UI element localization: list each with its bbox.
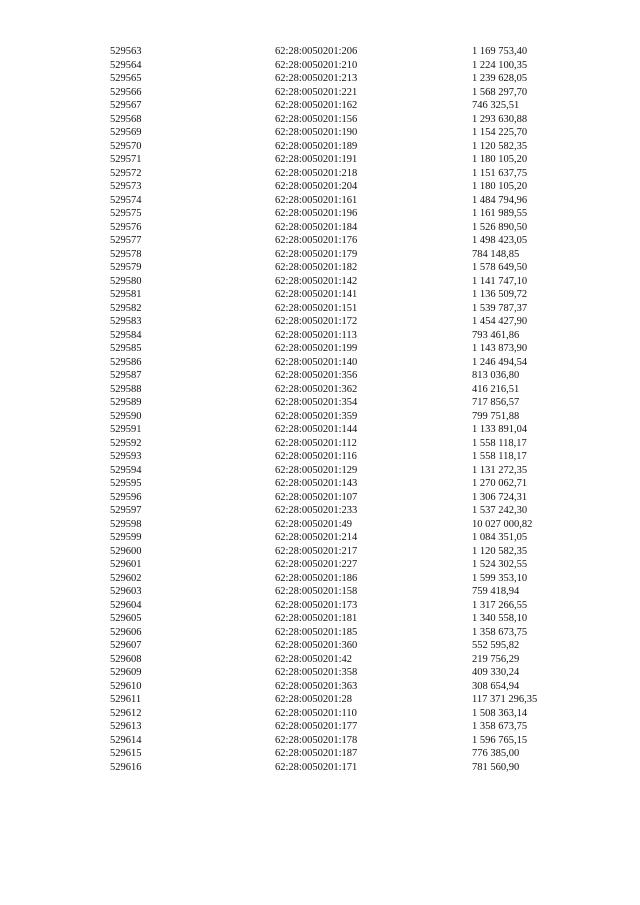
table-row [110,315,582,329]
row-number-cell: 529598 [110,518,142,530]
row-number-cell: 529577 [110,235,142,246]
cadastral-value-cell: 1 120 582,35 [472,545,528,557]
cadastral-number-cell: 62:28:0050201:210 [275,59,358,71]
cadastral-value-cell: 1 180 105,20 [472,181,528,192]
cadastral-value-cell: 1 596 765,15 [472,734,528,746]
cadastral-value-cell: 10 027 000,82 [472,518,533,530]
row-number-cell: 529612 [110,707,142,719]
table-row [110,207,582,221]
table-row [110,59,582,73]
cadastral-value-cell: 1 120 582,35 [472,140,528,152]
cadastral-number-cell: 62:28:0050201:213 [275,73,358,84]
row-number-cell: 529581 [110,289,142,300]
row-number-cell: 529597 [110,505,142,516]
table-row [110,275,582,289]
row-number-cell: 529616 [110,761,142,773]
cadastral-number-cell: 62:28:0050201:171 [275,761,358,773]
row-number-cell: 529580 [110,275,142,287]
cadastral-value-cell: 1 508 363,14 [472,707,528,719]
cadastral-number-cell: 62:28:0050201:184 [275,221,358,233]
row-number-cell: 529592 [110,437,142,449]
table-row [110,464,582,478]
cadastral-number-cell: 62:28:0050201:358 [275,667,358,678]
cadastral-number-cell: 62:28:0050201:233 [275,505,358,516]
row-number-cell: 529587 [110,370,142,381]
cadastral-number-cell: 62:28:0050201:28 [275,694,353,705]
cadastral-number-cell: 62:28:0050201:161 [275,194,358,206]
table-row [110,491,582,505]
row-number-cell: 529569 [110,127,142,138]
table-row [110,167,582,181]
row-number-cell: 529603 [110,586,142,597]
cadastral-number-cell: 62:28:0050201:181 [275,613,358,624]
table-row [110,329,582,343]
cadastral-number-cell: 62:28:0050201:221 [275,86,358,98]
row-number-cell: 529565 [110,73,142,84]
row-number-cell: 529572 [110,167,142,179]
row-number-cell: 529582 [110,302,142,314]
cadastral-value-cell: 219 756,29 [472,653,520,665]
cadastral-number-cell: 62:28:0050201:362 [275,383,358,395]
cadastral-number-cell: 62:28:0050201:363 [275,680,358,692]
cadastral-number-cell: 62:28:0050201:178 [275,734,358,746]
cadastral-value-cell: 1 537 242,30 [472,505,528,516]
cadastral-number-cell: 62:28:0050201:189 [275,140,358,152]
cadastral-number-cell: 62:28:0050201:206 [275,46,358,57]
cadastral-number-cell: 62:28:0050201:182 [275,262,358,273]
table-row [110,585,582,599]
cadastral-number-cell: 62:28:0050201:196 [275,208,358,219]
table-row [110,383,582,397]
table-row [110,342,582,356]
row-number-cell: 529588 [110,383,142,395]
table-row [110,666,582,680]
cadastral-value-cell: 1 131 272,35 [472,464,528,476]
cadastral-number-cell: 62:28:0050201:113 [275,329,357,341]
table-row [110,140,582,154]
cadastral-value-cell: 308 654,94 [472,680,520,692]
cadastral-value-cell: 1 239 628,05 [472,73,528,84]
row-number-cell: 529596 [110,491,142,503]
row-number-cell: 529564 [110,59,142,71]
row-number-cell: 529613 [110,721,142,732]
row-number-cell: 529595 [110,478,142,489]
row-number-cell: 529600 [110,545,142,557]
row-number-cell: 529607 [110,640,142,651]
cadastral-value-cell: 793 461,86 [472,329,520,341]
row-number-cell: 529586 [110,356,142,368]
cadastral-value-cell: 1 133 891,04 [472,424,528,435]
cadastral-number-cell: 62:28:0050201:42 [275,653,353,665]
cadastral-number-cell: 62:28:0050201:185 [275,626,358,638]
cadastral-number-cell: 62:28:0050201:144 [275,424,358,435]
cadastral-value-cell: 1 558 118,17 [472,451,527,462]
row-number-cell: 529594 [110,464,142,476]
table-row [110,599,582,613]
cadastral-number-cell: 62:28:0050201:217 [275,545,358,557]
cadastral-value-cell: 1 454 427,90 [472,316,528,327]
row-number-cell: 529614 [110,734,142,746]
table-row [110,410,582,424]
cadastral-value-cell: 416 216,51 [472,383,520,395]
cadastral-value-cell: 1 539 787,37 [472,302,528,314]
row-number-cell: 529606 [110,626,142,638]
cadastral-value-cell: 1 526 890,50 [472,221,528,233]
cadastral-number-cell: 62:28:0050201:156 [275,113,358,125]
table-row [110,531,582,545]
cadastral-value-cell: 1 161 989,55 [472,208,528,219]
row-number-cell: 529604 [110,599,142,611]
table-row [110,45,582,59]
table-row [110,113,582,127]
cadastral-value-cell: 1 154 225,70 [472,127,528,138]
table-row [110,99,582,113]
cadastral-value-table [110,45,582,774]
row-number-cell: 529573 [110,181,142,192]
table-row [110,558,582,572]
table-row [110,680,582,694]
table-row [110,248,582,262]
row-number-cell: 529566 [110,86,142,98]
cadastral-value-cell: 781 560,90 [472,761,520,773]
cadastral-number-cell: 62:28:0050201:359 [275,410,358,422]
row-number-cell: 529605 [110,613,142,624]
cadastral-number-cell: 62:28:0050201:172 [275,316,358,327]
cadastral-value-cell: 776 385,00 [472,748,520,759]
cadastral-number-cell: 62:28:0050201:110 [275,707,357,719]
cadastral-value-cell: 1 524 302,55 [472,559,528,570]
table-row [110,504,582,518]
cadastral-value-cell: 1 136 509,72 [472,289,528,300]
row-number-cell: 529579 [110,262,142,273]
row-number-cell: 529568 [110,113,142,125]
row-number-cell: 529570 [110,140,142,152]
cadastral-value-cell: 552 595,82 [472,640,520,651]
cadastral-number-cell: 62:28:0050201:227 [275,559,358,570]
cadastral-number-cell: 62:28:0050201:177 [275,721,358,732]
row-number-cell: 529574 [110,194,142,206]
row-number-cell: 529585 [110,343,142,354]
row-number-cell: 529583 [110,316,142,327]
table-row [110,356,582,370]
table-row [110,761,582,775]
cadastral-number-cell: 62:28:0050201:356 [275,370,358,381]
table-row [110,437,582,451]
cadastral-number-cell: 62:28:0050201:116 [275,451,357,462]
cadastral-number-cell: 62:28:0050201:187 [275,748,358,759]
cadastral-value-cell: 1 084 351,05 [472,532,528,543]
cadastral-number-cell: 62:28:0050201:360 [275,640,358,651]
cadastral-value-cell: 1 578 649,50 [472,262,528,273]
cadastral-value-cell: 1 317 266,55 [472,599,528,611]
cadastral-value-cell: 759 418,94 [472,586,520,597]
table-row [110,423,582,437]
row-number-cell: 529593 [110,451,142,462]
row-number-cell: 529575 [110,208,142,219]
table-row [110,545,582,559]
row-number-cell: 529589 [110,397,142,408]
row-number-cell: 529590 [110,410,142,422]
cadastral-value-cell: 1 568 297,70 [472,86,528,98]
row-number-cell: 529610 [110,680,142,692]
cadastral-number-cell: 62:28:0050201:179 [275,248,358,260]
row-number-cell: 529576 [110,221,142,233]
cadastral-value-cell: 1 151 637,75 [472,167,528,179]
cadastral-number-cell: 62:28:0050201:191 [275,154,358,165]
cadastral-number-cell: 62:28:0050201:49 [275,518,353,530]
row-number-cell: 529611 [110,694,142,705]
cadastral-value-cell: 1 340 558,10 [472,613,528,624]
row-number-cell: 529563 [110,46,142,57]
table-row [110,288,582,302]
cadastral-value-cell: 1 484 794,96 [472,194,528,206]
cadastral-value-cell: 1 306 724,31 [472,491,528,503]
table-row [110,747,582,761]
row-number-cell: 529584 [110,329,142,341]
table-row [110,626,582,640]
cadastral-number-cell: 62:28:0050201:141 [275,289,358,300]
cadastral-value-cell: 1 143 873,90 [472,343,528,354]
table-row [110,612,582,626]
table-row [110,653,582,667]
table-row [110,302,582,316]
cadastral-number-cell: 62:28:0050201:173 [275,599,358,611]
cadastral-number-cell: 62:28:0050201:107 [275,491,358,503]
row-number-cell: 529571 [110,154,142,165]
cadastral-number-cell: 62:28:0050201:143 [275,478,358,489]
cadastral-number-cell: 62:28:0050201:140 [275,356,358,368]
table-row [110,261,582,275]
cadastral-number-cell: 62:28:0050201:214 [275,532,358,543]
table-row [110,194,582,208]
row-number-cell: 529602 [110,572,142,584]
cadastral-number-cell: 62:28:0050201:158 [275,586,358,597]
table-row [110,153,582,167]
cadastral-number-cell: 62:28:0050201:162 [275,100,358,111]
cadastral-number-cell: 62:28:0050201:176 [275,235,358,246]
row-number-cell: 529608 [110,653,142,665]
cadastral-number-cell: 62:28:0050201:112 [275,437,357,449]
cadastral-value-cell: 746 325,51 [472,100,520,111]
table-row [110,72,582,86]
cadastral-value-cell: 784 148,85 [472,248,520,260]
table-row [110,234,582,248]
row-number-cell: 529599 [110,532,142,543]
cadastral-number-cell: 62:28:0050201:190 [275,127,358,138]
cadastral-value-cell: 1 358 673,75 [472,626,528,638]
table-row [110,707,582,721]
row-number-cell: 529609 [110,667,142,678]
cadastral-value-cell: 1 358 673,75 [472,721,528,732]
cadastral-value-cell: 1 141 747,10 [472,275,528,287]
table-row [110,369,582,383]
cadastral-value-cell: 1 558 118,17 [472,437,527,449]
table-row [110,720,582,734]
cadastral-number-cell: 62:28:0050201:186 [275,572,358,584]
cadastral-number-cell: 62:28:0050201:151 [275,302,358,314]
table-row [110,477,582,491]
cadastral-value-cell: 1 169 753,40 [472,46,528,57]
cadastral-number-cell: 62:28:0050201:199 [275,343,358,354]
cadastral-number-cell: 62:28:0050201:218 [275,167,358,179]
cadastral-number-cell: 62:28:0050201:129 [275,464,358,476]
row-number-cell: 529567 [110,100,142,111]
table-row [110,180,582,194]
cadastral-value-cell: 1 224 100,35 [472,59,528,71]
table-row [110,126,582,140]
table-row [110,518,582,532]
table-body [110,45,582,774]
cadastral-value-cell: 1 599 353,10 [472,572,528,584]
table-row [110,734,582,748]
row-number-cell: 529591 [110,424,142,435]
cadastral-number-cell: 62:28:0050201:142 [275,275,358,287]
table-row [110,639,582,653]
cadastral-value-cell: 717 856,57 [472,397,520,408]
cadastral-number-cell: 62:28:0050201:204 [275,181,358,192]
cadastral-value-cell: 1 180 105,20 [472,154,528,165]
cadastral-number-cell: 62:28:0050201:354 [275,397,358,408]
table-row [110,221,582,235]
table-row [110,572,582,586]
row-number-cell: 529601 [110,559,142,570]
cadastral-value-cell: 1 270 062,71 [472,478,528,489]
cadastral-value-cell: 813 036,80 [472,370,520,381]
table-row [110,396,582,410]
cadastral-value-cell: 1 293 630,88 [472,113,528,125]
cadastral-value-cell: 1 246 494,54 [472,356,528,368]
cadastral-value-cell: 409 330,24 [472,667,520,678]
cadastral-value-cell: 799 751,88 [472,410,520,422]
row-number-cell: 529578 [110,248,142,260]
cadastral-value-cell: 117 371 296,35 [472,694,538,705]
table-row [110,693,582,707]
cadastral-value-cell: 1 498 423,05 [472,235,528,246]
table-row [110,450,582,464]
row-number-cell: 529615 [110,748,142,759]
table-row [110,86,582,100]
